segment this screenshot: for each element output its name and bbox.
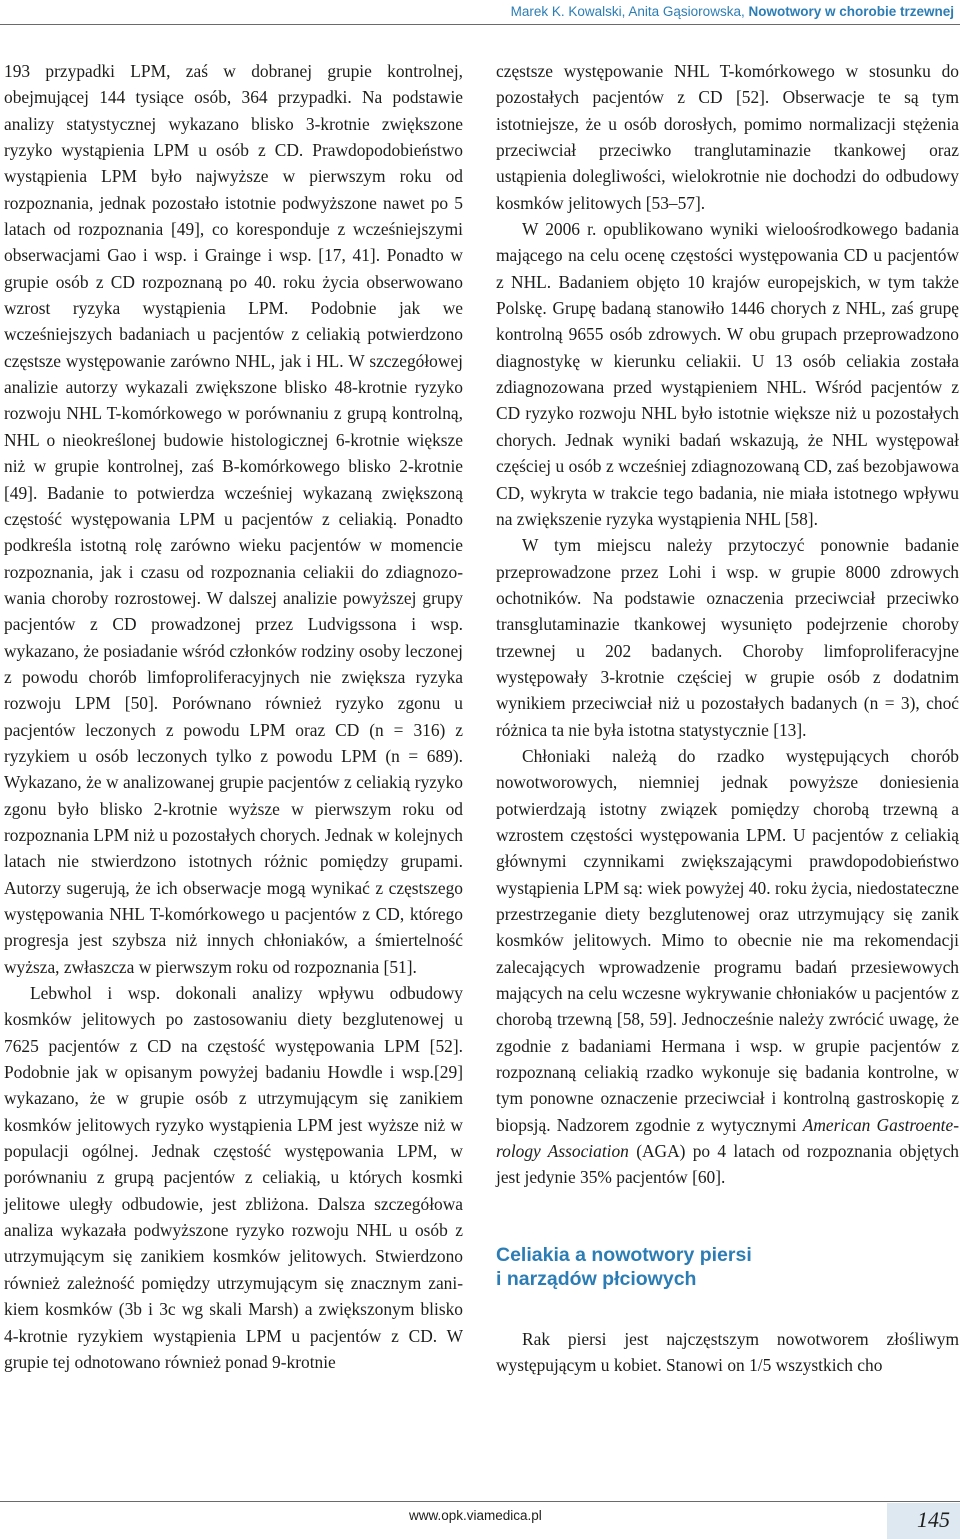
page-number-box	[887, 1503, 960, 1539]
running-header	[0, 0, 960, 26]
italic-aga-name-part1: American Gastroente	[802, 1114, 959, 1135]
section-heading-line-2: i narządów płciowych	[496, 1268, 697, 1291]
running-header-text	[511, 4, 954, 19]
header-journal-title: Nowotwory w chorobie trzewnej	[748, 4, 954, 19]
left-paragraph-1: 193 przypadki LPM, zaś w dobranej grupie kontrolnej, obejmującej 144 tysiące osób, 364 przypadki. Na podstawie analizy statystycznej wykazano blisko 3-krotnie zwiększone ryzyko wystąpienia LPM u osób z CD. Prawdopodobieństwo wystąpienia LPM było najwyższe w pierwszym roku od rozpoznania, jednak pozostało istotnie podwyższone nawet po 5 latach od rozpoznania [49], co koresponduje z wcześniejszymi obserwacjami Gao i wsp. i Grainge i wsp. [17, 41]. Ponadto w grupie osób z CD rozpoznaną po 40. roku życia obserwowano wzrost ryzyka wystąpienia LPM. Podobnie jak we wcześniejszych badaniach u pacjentów z celiakią potwierdzono częstsze występowanie zarówno NHL, jak i HL. W szczegółowej analizie autorzy wykazali zwiększone blisko 48-krotnie ryzyko rozwoju NHL T-komórkowego w porównaniu z grupą kontrolną, NHL o nieokreślonej budowie histologicznej 6-krotnie większe niż w grupie kontrolnej, zaś B-komórkowego blisko 2-krotnie [49]. Badanie to potwierdza wcześniej wykazaną zwiększoną częstość występowania LPM u pacjentów z celiakią. Ponadto podkreśla istotną rolę zarówno wieku pacjentów w momencie rozpoznania, jak i czasu od rozpoznania celiakii do zdiagnozowania choroby rozrostowej. W dalszej analizie powyższej grupy pacjentów z CD prowadzonej przez Ludvigssona i wsp. wykazano, że posiadanie wśród członków rodziny osoby leczonej z powodu chorób limfoproliferacyjnych nie zwiększa ryzyka rozwoju LPM [50]. Porównano również ryzyko zgonu u pacjentów leczonych z powodu LPM oraz CD (n = 316) z ryzykiem u osób leczonych tylko z powodu LPM (n = 689). Wykazano, że w analizowanej grupie pacjentów z celiakią ryzyko zgonu było blisko 2-krotnie wyższe w pierwszym roku od rozpoznania LPM niż u pozostałych chorych. Jednak w kolejnych latach nie stwierdzono istotnych różnic pomiędzy grupami. Autorzy sugerują, że ich obserwacje mogą wynikać z częstszego występowania NHL T-komórkowego u pacjentów z CD, którego progresja jest szybsza niż innych chłoniaków, a śmiertelność wyższa, zwłaszcza w pierwszym roku od rozpoznania [51].	[4, 61, 463, 977]
header-authors: Marek K. Kowalski, Anita Gąsiorowska,	[510, 4, 745, 19]
footer-rule	[0, 1501, 960, 1502]
italic-aga-name-part2: rology Association	[496, 1141, 629, 1162]
footer-url: www.opk.viamedica.pl	[409, 1508, 542, 1523]
right-column	[496, 58, 959, 1378]
right-paragraph-4	[496, 743, 959, 1191]
left-paragraph-2: Lebwhol i wsp. dokonali analizy wpływu odbudowy kosmków jelitowych po zastosowaniu diety bezglutenowej u 7625 pacjentów z CD na częstość występowania LPM [52]. Podobnie jak w opisanym powyżej badaniu Howdle i wsp.[29] wykazano, że w grupie osób z utrzymującym się zanikiem kosmków jelitowych ryzyko wystąpienia LPM jest wyższe niż w populacji ogólnej. Jednak częstość występowania LPM, w porównaniu z grupą pacjentów z celiakią, u których kosmki jelitowe uległy odbudowie, jest zbliżona. Dalsza szczegółowa analiza wykazała podwyższone ryzyko rozwoju NHL u osób z utrzymującym się zanikiem kosmków jelitowych. Stwierdzono również zależność pomiędzy utrzymującym się znacznym zanikiem kosmków (3b i 3c wg skali Marsh) a zwiększonym blisko 4-krotnie ryzykiem wystąpienia LPM u pacjentów z CD. W grupie tej odnotowano również ponad 9-krotnie	[4, 983, 463, 1372]
section-heading	[496, 1243, 959, 1292]
right-paragraph-3: W tym miejscu należy przytoczyć ponownie badanie przeprowadzone przez Lohi i wsp. w grupie 8000 zdrowych ochotników. Na podstawie oznaczenia przeciwciał przeciwko transglutaminazie tkankowej wysunięto podejrzenie choroby trzewnej u 202 badanych. Choroby limfoproliferacyjne występowały 3-krotnie częściej w grupie osób z dodatnim wynikiem przeciwciał niż u pozostałych badanych (n = 3), choć różnica ta nie była istotna statystycznie [13].	[496, 535, 959, 740]
right-paragraph-5: Rak piersi jest najczęstszym nowotworem złośliwym występującym u kobiet. Stanowi on 1/5 wszystkich cho	[496, 1328, 959, 1376]
right-paragraph-4-text: Chłoniaki należą do rzadko występujących chorób nowotworowych, niemniej jednak powyższe doniesienia potwierdzają istotny związek pomiędzy chorobą trzewną a wzrostem częstości występowania LPM. U pacjentów z celiakią głównymi czynnikami zwiększającymi prawdopodobieństwo wystąpienia LPM są: wiek powyżej 40. roku życia, niedostateczne przestrzeganie diety bezglutenowej oraz utrzymujący się zanik kosmków jelitowych. Mimo to obecnie nie ma rekomendacji zalecających wprowadzenie programu badań przesiewowych mających na celu wczesne wykrywanie chłoniaków u pacjentów z chorobą trzewną [58, 59]. Jednocześnie należy zwrócić uwagę, że zgodnie z badaniami Hermana i wsp. w grupie pacjentów z rozpoznaną celiakią rzadko wykonuje się badania kontrolne, w tym ponowne oznaczenie przeciwciał i kontrolną gastroskopię z biopsją. Nadzorem zgodnie z wytycznymi	[496, 745, 959, 1135]
page-number: 145	[917, 1507, 950, 1532]
left-column	[4, 58, 463, 1375]
header-rule	[0, 24, 960, 25]
right-paragraph-1: częstsze występowanie NHL T-komórkowego w stosunku do pozostałych pacjentów z CD [52]. Obserwacje te są tym istotniejsze, że u osób dorosłych, pomimo normalizacji stężenia przeciwciał przeciwko tranglutaminazie tkankowej oraz ustąpienia dolegliwości, wielokrotnie nie dochodzi do odbudowy kosmków jelitowych [53–57].	[496, 61, 959, 213]
right-paragraph-2: W 2006 r. opublikowano wyniki wieloośrodkowego badania mającego na celu ocenę częstości występowania CD u pacjentów z NHL. Badaniem objęto 10 krajów europejskich, w tym także Polskę. Grupę badaną stanowiło 1446 chorych z NHL, zaś grupę kontrolną 9655 osób zdrowych. W obu grupach przeprowadzono diagnostykę w kierunku celiakii. U 13 osób celiakia została zdiagnozowana przed wystąpieniem NHL. Wśród pacjentów z CD ryzyko rozwoju NHL było istotnie większe niż u pozostałych chorych. Jednak wyniki badań wskazują, że NHL występował częściej u osób z wcześniej zdiagnozowaną CD, zaś bezobjawowa CD, wykryta w trakcie tego badania, nie miała istotnego wpływu na zwiększenie ryzyka wystąpienia NHL [58].	[496, 219, 959, 529]
section-heading-line-1: Celiakia a nowotwory piersi	[496, 1243, 752, 1266]
right-paragraph-4-end: (AGA) po 4 latach od rozpoznania objętych jest jedynie 35% pacjentów [60].	[496, 1141, 959, 1188]
